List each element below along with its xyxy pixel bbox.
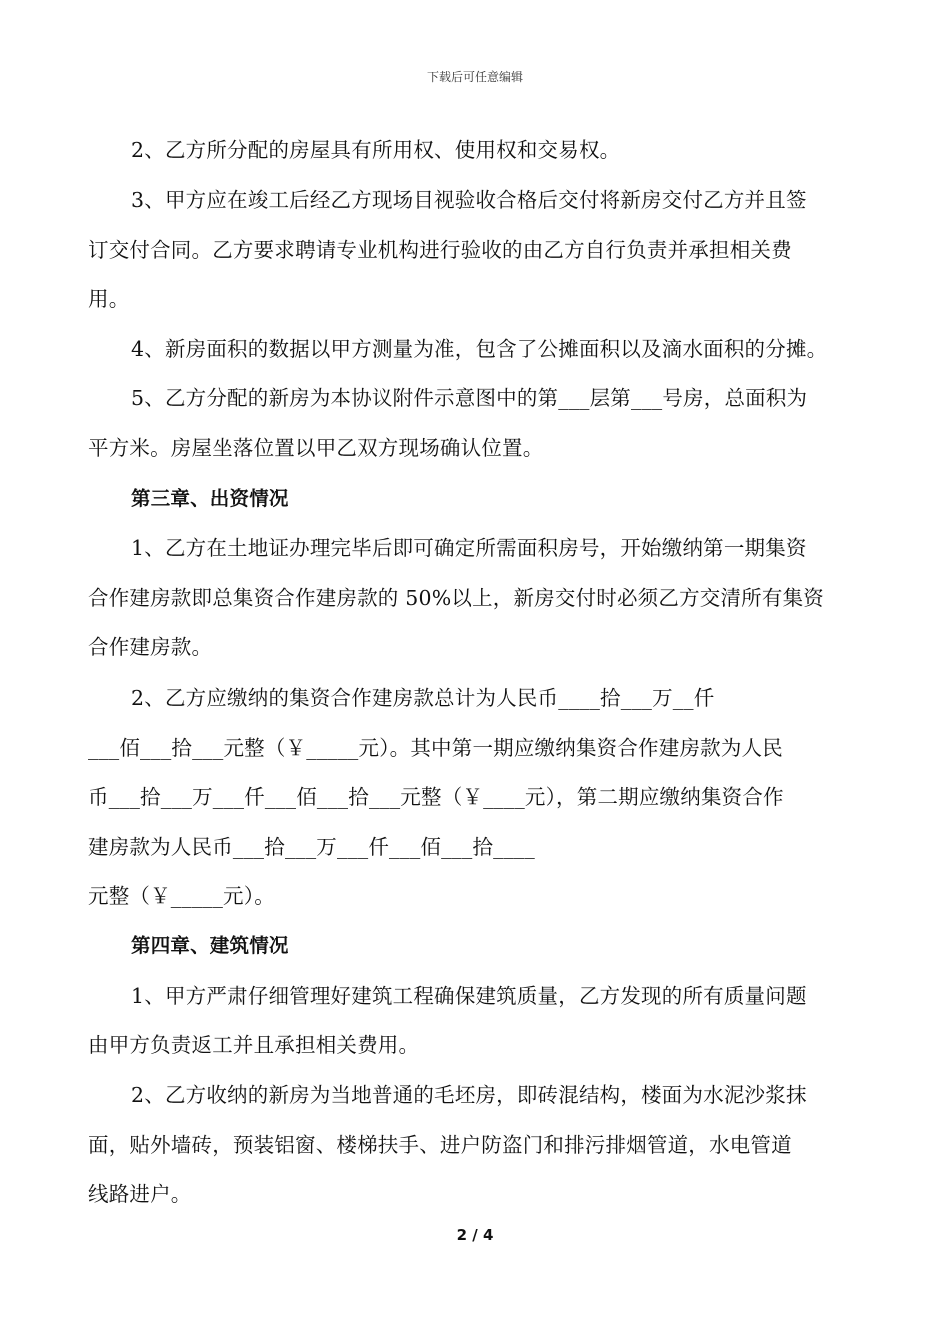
ch3-clause-2-line-5: 元整（￥_____元）。	[88, 884, 275, 908]
ch4-clause-2-line-2: 面，贴外墙砖，预装铝窗、楼梯扶手、进户防盗门和排污排烟管道，水电管道	[88, 1133, 792, 1157]
ch3-clause-1-line-3: 合作建房款。	[88, 635, 213, 659]
ch4-clause-2-line-1: 2、乙方收纳的新房为当地普通的毛坯房，即砖混结构，楼面为水泥沙浆抹	[131, 1083, 807, 1107]
ch4-clause-2-line-3: 线路进户。	[88, 1182, 192, 1206]
clause-5-line-1: 5、乙方分配的新房为本协议附件示意图中的第___层第___号房，总面积为	[131, 386, 808, 410]
ch3-clause-2-line-4: 建房款为人民币___拾___万___仟___佰___拾____	[88, 835, 535, 859]
ch3-clause-2-line-3: 币___拾___万___仟___佰___拾___元整（￥____元），第二期应缴纳集资合作	[88, 785, 784, 809]
clause-5-line-2: 平方米。房屋坐落位置以甲乙双方现场确认位置。	[88, 436, 544, 460]
chapter-3-heading: 第三章、出资情况	[131, 487, 289, 510]
page-header-note: 下载后可任意编辑	[426, 70, 523, 84]
clause-2-ownership: 2、乙方所分配的房屋具有所用权、使用权和交易权。	[131, 138, 621, 162]
ch3-clause-1-line-1: 1、乙方在土地证办理完毕后即可确定所需面积房号，开始缴纳第一期集资	[131, 536, 807, 560]
ch3-clause-2-line-2: ___佰___拾___元整（￥_____元）。其中第一期应缴纳集资合作建房款为人民	[88, 736, 783, 760]
clause-3-line-1: 3、甲方应在竣工后经乙方现场目视验收合格后交付将新房交付乙方并且签	[131, 188, 807, 212]
chapter-4-heading: 第四章、建筑情况	[131, 934, 289, 957]
ch3-clause-1-line-2: 合作建房款即总集资合作建房款的 50%以上，新房交付时必须乙方交清所有集资	[88, 586, 824, 610]
clause-4-area: 4、新房面积的数据以甲方测量为准，包含了公摊面积以及滴水面积的分摊。	[131, 337, 828, 361]
ch4-clause-1-line-1: 1、甲方严肃仔细管理好建筑工程确保建筑质量，乙方发现的所有质量问题	[131, 984, 807, 1008]
clause-3-line-3: 用。	[88, 287, 130, 311]
clause-3-line-2: 订交付合同。乙方要求聘请专业机构进行验收的由乙方自行负责并承担相关费	[88, 238, 792, 262]
ch3-clause-2-line-1: 2、乙方应缴纳的集资合作建房款总计为人民币____拾___万__仟	[131, 686, 715, 710]
page-number: 2 / 4	[456, 1226, 494, 1244]
ch4-clause-1-line-2: 由甲方负责返工并且承担相关费用。	[88, 1033, 420, 1057]
